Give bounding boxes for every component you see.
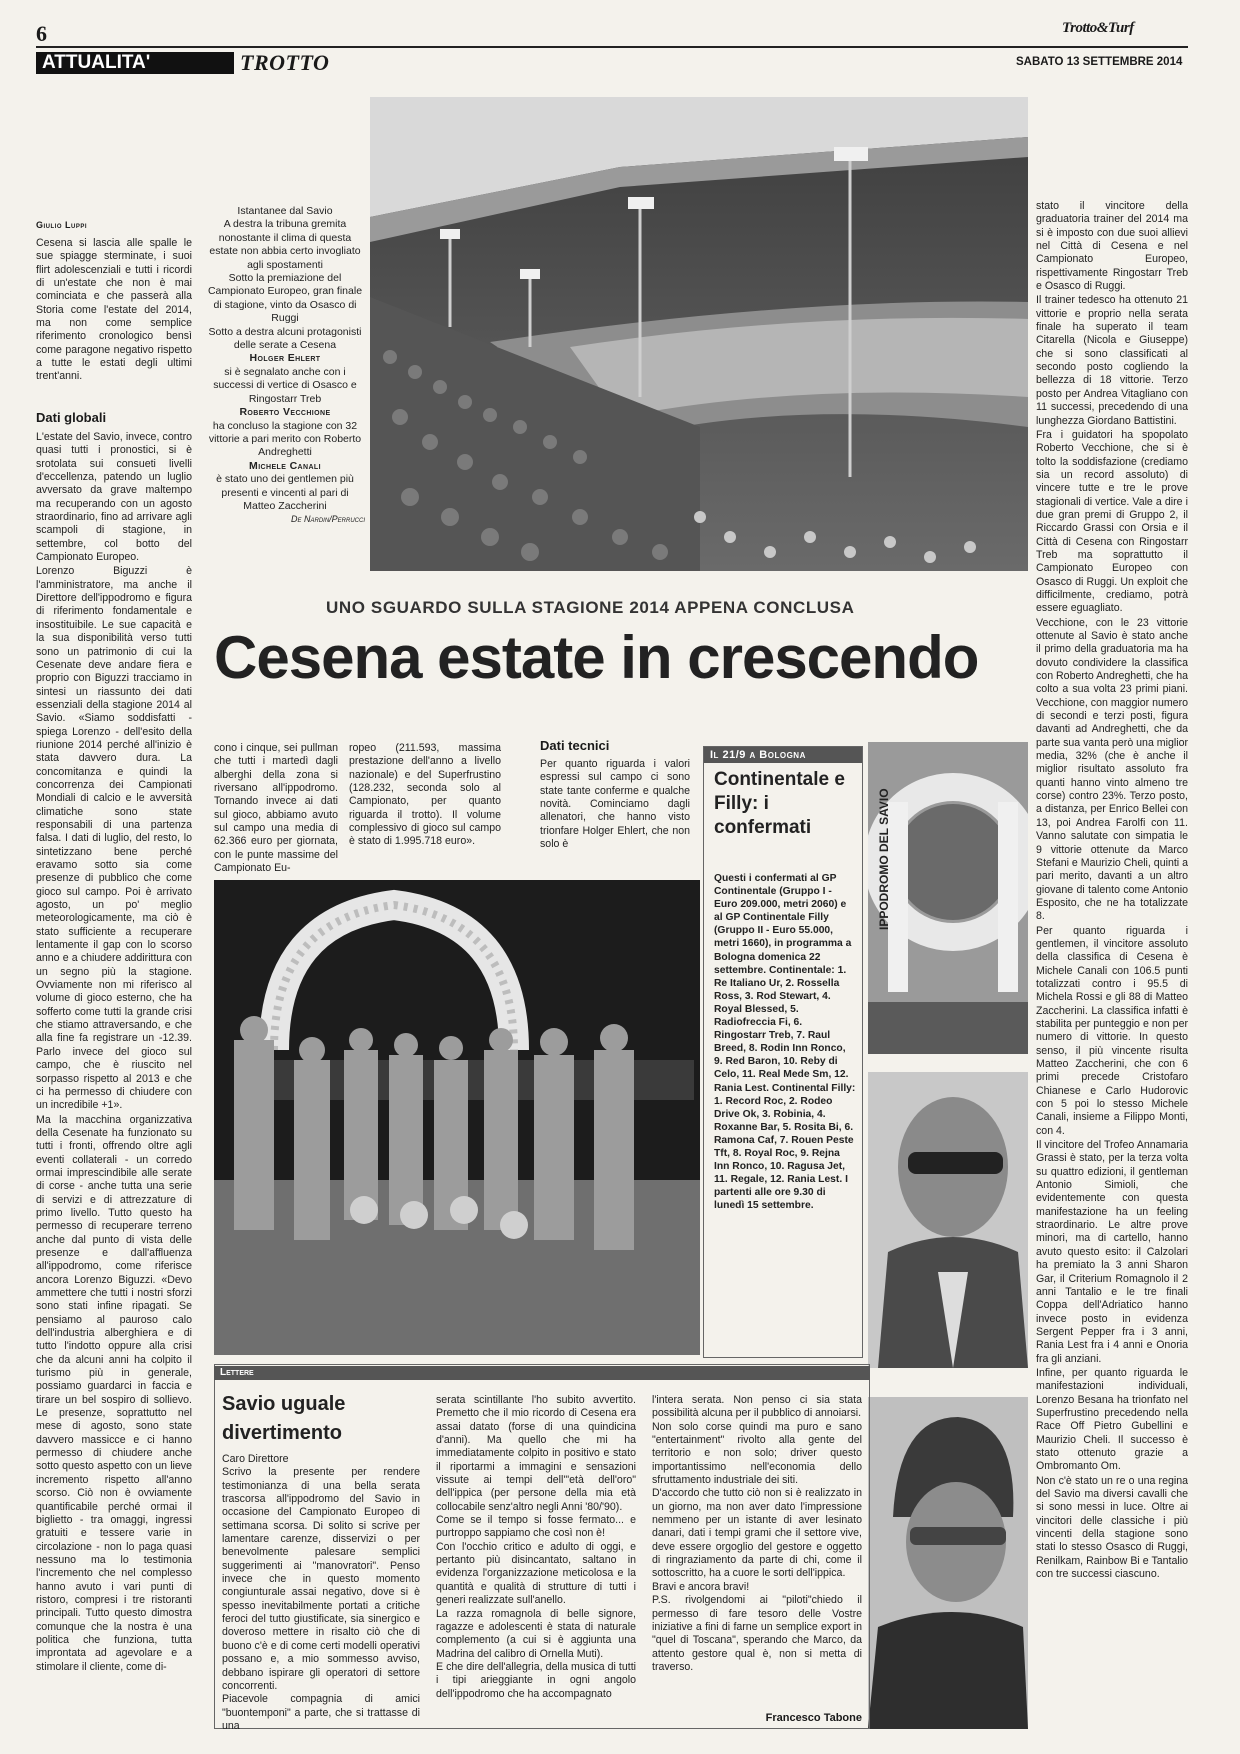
page-number: 6 — [36, 21, 47, 46]
right-para-7: Infine, per quanto riguarda le manifestazioni individuali, Lorenzo Besana ha trionfato nel Superfrustino precedendo nella Race Off Pietro Gubellini e Maurizio Cheli. Il successo è stato ottenuto grazie a Ombromanto Om. — [1036, 1366, 1188, 1473]
letter-signature: Francesco Tabone — [765, 1712, 862, 1724]
article-col-2: cono i cinque, sei pullman che tutti i martedì dagli alberghi della zona si riversano all'ippodromo. Tornando invece ai dati sul gioco, abbiamo avuto sul campo una media di 62.366 euro per giornata, con le punte massime del Campionato Eu- — [214, 742, 338, 875]
right-para-6: Il vincitore del Trofeo Annamaria Grassi è stato, per la terza volta su quattro edizioni, il gentleman Antonio Simioli, che evidentemente con questa manifestazione ha un feeling straordinario. Le altre prove minori, ma di cartello, hanno avuto questo esito: il Calzolari ha premiato la 3 anni Sharon Gar, il Criterium Romagnolo il 2 anni Tantalio e le tre finali Coppa dell'Adriatico hanno invece posto in evidenza Sergent Pepper fra i 3 anni, Rania Lest fra i 4 anni e Onoria fra gli anziani. — [1036, 1139, 1188, 1365]
col1-para-3: Ma la macchina organizzativa della Cesenate ha funzionato su tutti i fronti, offrendo oltre agli eventi collaterali - un corredo ormai imprescindibile alle serate di corse - anche tutta una serie di servizi e di attrezzature di primo livello. Tutto questo ha permesso di recuperare terreno anche dal punto di vista delle presenze e dall'affluenza all'ippodromo, come riferisce ancora Lorenzo Biguzzi. «Devo ammettere che tutti i nostri sforzi sono stati infine ripagati. Se pensiamo al pauroso calo dell'industria alberghiera e di tutto l'indotto oppure alla crisi che da alcuni anni ha colpito il turismo più in generale, possiamo guardarci in faccia e tirare un bel sospiro di sollievo. Le presenze, soprattutto nel mese di agosto, sono state davvero massicce e ci hanno permesso di chiudere anche sotto questo aspetto con un lieve incremento rispetto all'anno scorso. Ciò non è ovviamente quantificabile perché ormai il biglietto - tra omaggi, ingressi gratuiti e tessere varie in circolazione - non lo paga quasi nessuno ma lo testimonia l'incremento che nel complesso hanno avuto i vari punti di ristoro, compresi i tre ristoranti principali. Tutto questo dimostra comunque che la nostra è una politica che funziona, tutta improntata ad agevolare e a stimolare il cliente, come di- — [36, 1113, 192, 1673]
author-byline: Giulio Luppi — [36, 220, 88, 230]
sidebox-body — [714, 872, 856, 1212]
masthead-logo: Trotto&Turf — [1062, 20, 1134, 36]
subhead-dati-tecnici: Dati tecnici — [540, 738, 610, 753]
col1-para-1: L'estate del Savio, invece, contro quasi tutti i pronostici, si è srotolata sui consueti livelli d'eccellenza, patendo un luglio avversato da grave maltempo ma recuperando con un agosto straordinario, fino ad arrivare agli scampoli di stagione, in settembre, col botto del Campionato Europeo. — [36, 431, 192, 564]
sidebox-tag: Il 21/9 a Bologna — [704, 747, 862, 763]
ippodromo-sign-photo — [868, 742, 1028, 1054]
issue-date: SABATO 13 SETTEMBRE 2014 — [1016, 56, 1183, 68]
letter-section-bar: Lettere — [214, 1366, 870, 1380]
stadium-photo — [370, 97, 1028, 571]
caption-intro: Istantanee dal Savio A destra la tribuna gremita nonostante il clima di questa estate non abbia certo invogliato agli spostamenti Sotto la premiazione del Campionato Europeo, gran finale di stagione, vinto da Osasco di Ruggi Sotto a destra alcuni protagonisti delle serate a Cesena — [207, 205, 363, 352]
article-col-4: Per quanto riguarda i valori espressi sul campo ci sono state tante conferme e qualche novità. Cominciamo dagli allenatori, che hanno visto trionfare Holger Ehlert, che non solo è — [540, 758, 690, 851]
article-col-3: ropeo (211.593, massima prestazione dell'anno a livello nazionale) e del Superfrustino (128.232, seconda solo al Campionato, per quanto riguarda il trotto). Il volume complessivo di gioco sul campo è stato di 1.995.718 euro». — [349, 742, 501, 848]
photo-caption — [205, 205, 365, 527]
ceremony-photo — [214, 880, 700, 1355]
caption-text-vecchione: ha concluso la stagione con 32 vittorie a pari merito con Roberto Andreghetti — [208, 419, 362, 459]
sidebox-filly-list: 1. Record Roc, 2. Rodeo Drive Ok, 3. Robinia, 4. Roxanne Bar, 5. Rosita Bi, 6. Ramona Caf, 7. Rouen Peste Tft, 8. Royal Roc, 9. Rejna Inn Ronco, 10. Ragusa Jet, 11. Regale, 12. Rania Lest. — [714, 1095, 854, 1186]
letter-col-2: serata scintillante l'ho subito avvertito. Premetto che il mio ricordo di Cesena era assai datato (forse di una quindicina d'anni). Ma quello che mi ha immediatamente colpito in positivo e stato il riportarmi a immagini e sensazioni vissute ai tempi dell'"età dell'oro" dell'ippica (per persone della mia età collocabile senz'altro negli Anni '80/'90). Come se il tempo si fosse fermato... e purtroppo sappiamo che così non è! Con l'occhio critico e adulto di oggi, e pertanto più disincantato, saltano in evidenza l'organizzazione meticolosa e la quantità e qualità di strutture di tutti i generi realizzate sull'anello. La razza romagnola di belle signore, ragazze e adolescenti è stata di naturale complemento (a cui si è aggiunta una Madrina del calibro di Ornella Muti). E che dire dell'allegria, della musica di tutti i tipi arieggiante in ogni angolo dell'ippodromo che ha accompagnato — [436, 1394, 636, 1700]
caption-text-ehlert: si è segnalato anche con i successi di vertice di Osasco e Ringostarr Treb — [213, 365, 357, 405]
article-col-1 — [36, 431, 192, 1674]
portrait-ehlert-art — [868, 1072, 1028, 1368]
caption-name-canali: Michele Canali — [249, 459, 321, 472]
right-para-5: Per quanto riguarda i gentlemen, il vincitore assoluto della classifica di Cesena è Michele Canali con 106.5 punti totalizzati contro i 95.5 di Michela Rossi e gli 88 di Matteo Zaccherini. La classifica infatti è stabilita per punteggio e non per numero di vittorie. In questo senso, il più vincente risulta Matteo Zaccherini, che con 6 primi precede Cristofaro Chianese e Carlo Hudorovic con 5 poi lo stesso Michele Canali, insieme a Filippo Monti, con 4. — [1036, 924, 1188, 1137]
right-para-1: stato il vincitore della graduatoria trainer del 2014 ma si è imposto con due suoi allievi nel Città di Cesena e nel Campionato Europeo, rispettivamente Ringostarr Treb e Osasco di Ruggi. — [1036, 200, 1188, 293]
letter-col-1: Caro Direttore Scrivo la presente per rendere testimonianza di una bella serata trascorsa all'ippodromo del Savio in occasione del Campionato Europeo di settimana scorsa. Di solito si scrive per lamentare carenze, disservizi o per benevolmente palesare semplici suggerimenti ai "manovratori". Penso invece che in questo momento congiunturale assai negativo, dove si è spesso inevitabilmente portati a critiche feroci del tutto giustificate, sia sinergico e doveroso mettere in risalto ciò che di buono c'è e di come certi modelli operativi possano e, a mio sommesso avviso, debbano ispirare gli operatori di settore concorrenti. Piacevole compagnia di amici "buontemponi" a parte, che si trattasse di una — [222, 1453, 420, 1732]
col1-para-2: Lorenzo Biguzzi è l'amministratore, ma anche il Direttore dell'ippodromo e figura di riferimento fondamentale e insostituibile. Le sue capacità e la sua disponibilità verso tutti sono un patrimonio di cui la Cesenate deve andare fiera e proprio con Biguzzi tracciamo in sintesi un riassunto dei dati essenziali della stagione 2014 al Savio. «Siamo soddisfatti - spiega Lorenzo - dell'esito della riunione 2014 perché all'inizio è stata davvero dura. La concomitanza e quindi la concorrenza dei Campionati Mondiali di calcio e le avversità climatiche sono state responsabili di una partenza falsa. I dati di luglio, del resto, lo sintetizzano bene perché eravamo sotto sia come presenze di pubblico che come gioco sul campo. Poi è arrivato agosto, un po' meglio meteorologicamente, ma ciò è stato sufficiente a recuperare lentamente il gap con lo scorso anno e a chiudere addirittura con un segno più la stagione. Ovviamente non mi riferisco al volume di gioco esterno, che ha sofferto come tutti la grande crisi che stiamo attraversando, e che alla fine fa registrare un -12.39. Parlo invece del gioco sul campo, che è riuscito nel sorpasso rispetto al 2013 e che ci ha permesso di chiudere con un incredibile +1». — [36, 565, 192, 1112]
sidebox-intro: Questi i confermati al GP Continentale (Gruppo I - Euro 209.000, metri 2060) e al GP Continentale Filly (Gruppo II - Euro 55.000, metri 1660), in programma a Bologna domenica 22 settembre. — [714, 873, 852, 976]
stadium-photo-art — [370, 97, 1028, 571]
letter-col-3: l'intera serata. Non penso ci sia stata possibilità alcuna per il pubblico di annoiarsi. Non solo corse quindi ma puro e sano "entertainment" rivolto alla gente del territorio e non solo; driver questo importantissimo nell'economia dello sfruttamento industriale dei siti. D'accordo che tutto ciò non si è realizzato in un giorno, ma non aver dato l'impressione nemmeno per un istante di aver lesinato danari, dati i tempi grami che il settore vive, deve essere orgoglio del gestore e oggetto di ringraziamento da parte di chi, come il sottoscritto, ha a cuore le sorti dell'ippica. Bravi e ancora bravi! P.S. rivolgendomi ai "piloti"chiedo il permesso di fare tesoro delle Vostre iniziative a fini di farne un semplice export in "quel di Toscana", sperando che Marco, da attento gestore qual è, non si metta di traverso. — [652, 1394, 862, 1673]
article-kicker: UNO SGUARDO SULLA STAGIONE 2014 APPENA CONCLUSA — [326, 598, 855, 617]
sidebox-continentale-label: Continentale: — [768, 964, 835, 976]
portrait-vecchione-art — [868, 1397, 1028, 1729]
right-para-4: Vecchione, con le 23 vittorie ottenute al Savio è stato anche il primo della graduatoria ma ha dovuto condividere la classifica con Roberto Andreghetti, che ha colto a sua volta 23 primi piani. Vecchione, con maggior numero di secondi e terzi posti, figura davanti ad Andreghetti, che da parte sua vanta però una miglior media, 32% (che è anche il miglior risultato assoluto fra quanti hanno vinto almeno tre corse) contro 23%. Terzo posto, a distanza, per Enrico Bellei con 13, poi Andrea Farolfi con 11. Vanno salutate con simpatia le 9 vittorie ottenute da Marco Stefani e Maurizio Cheli, quinti a pari merito, davanti a un altro giovane di talento come Antonio Esposito, che ne ha totalizzate 8. — [1036, 616, 1188, 923]
photo-credit: De Nardin/Perrucci — [290, 514, 365, 525]
article-right-col-top — [1036, 200, 1188, 1581]
caption-name-ehlert: Holger Ehlert — [249, 352, 321, 365]
portrait-photo-vecchione — [868, 1397, 1028, 1729]
letter-title: Savio uguale divertimento — [222, 1393, 346, 1444]
sidebox-title: Continentale e Filly: i confermati — [714, 769, 845, 838]
caption-name-vecchione: Roberto Vecchione — [239, 406, 331, 419]
caption-text-canali: è stato uno dei gentlemen più presenti e vincenti al pari di Matteo Zaccherini — [216, 473, 354, 512]
sign-photo-art — [868, 742, 1028, 1054]
sidebox-filly-label: Continental Filly: — [771, 1082, 856, 1094]
subsection-label: TROTTO — [240, 50, 330, 75]
right-para-2: Il trainer tedesco ha ottenuto 21 vittorie e proprio nella serata finale ha superato il team Citarella (Nicola e Giuseppe) che si sono classificati al secondo posto cogliendo la bellezza di 18 vittorie. Terzo posto per Andrea Vitagliano con 11 successi, precedendo di una lunghezza Giordano Battistini. — [1036, 294, 1188, 427]
sidebox-continentale-list: 1. Re Italiano Ur, 2. Rossella Ross, 3. Rod Stewart, 4. Royal Blessed, 5. Radiofreccia Fi, 6. Ringostarr Treb, 7. Raul Breed, 8. Rodin Inn Ronco, 9. Red Baron, 10. Reby di Celo, 11. Real Mede Sm, 12. Rania Lest. — [714, 964, 849, 1094]
sign-text: IPPODROMO DEL SAVIO — [877, 788, 891, 930]
sidebox-closing: I partenti alle ore 9.30 di lunedì 15 settembre. — [714, 1174, 848, 1212]
section-label: ATTUALITA' — [36, 52, 234, 74]
ceremony-photo-art — [214, 880, 700, 1355]
article-headline: Cesena estate in crescendo — [214, 624, 979, 691]
right-para-8: Non c'è stato un re o una regina del Savio ma diversi cavalli che si sono messi in luce. Oltre ai vincitori delle classiche i più vincenti della stagione sono stati lo stesso Osasco di Ruggi, Renilkam, Rainbow Bi e Tantalio con tre successi ciascuno. — [1036, 1474, 1188, 1581]
portrait-photo-ehlert — [868, 1072, 1028, 1368]
right-para-3: Fra i guidatori ha spopolato Roberto Vecchione, che si è tolto la soddisfazione (crediamo sia un record assoluto) di vincere tutte e tre le prove stagionali di vertice. Vale a dire i due gran premi di Gruppo 2, il Riccardo Grassi con Orsia e il Città di Cesena con Ringostarr Treb ma soprattutto il Campionato Europeo con Osasco di Ruggi. Un exploit che difficilmente, crediamo, potrà essere eguagliato. — [1036, 428, 1188, 615]
article-intro: Cesena si lascia alle spalle le sue spiagge sterminate, i suoi flirt adolescenziali e tutti i ricordi di un'estate che non è mai cominciata e che passerà alla Storia come l'estate del 2014, ma non come semplice riferimento cronologico bensì come paragone negativo rispetto a tutte le estati degli ultimi trent'anni. — [36, 237, 192, 383]
top-rule — [36, 46, 1188, 48]
subhead-dati-globali: Dati globali — [36, 410, 107, 425]
